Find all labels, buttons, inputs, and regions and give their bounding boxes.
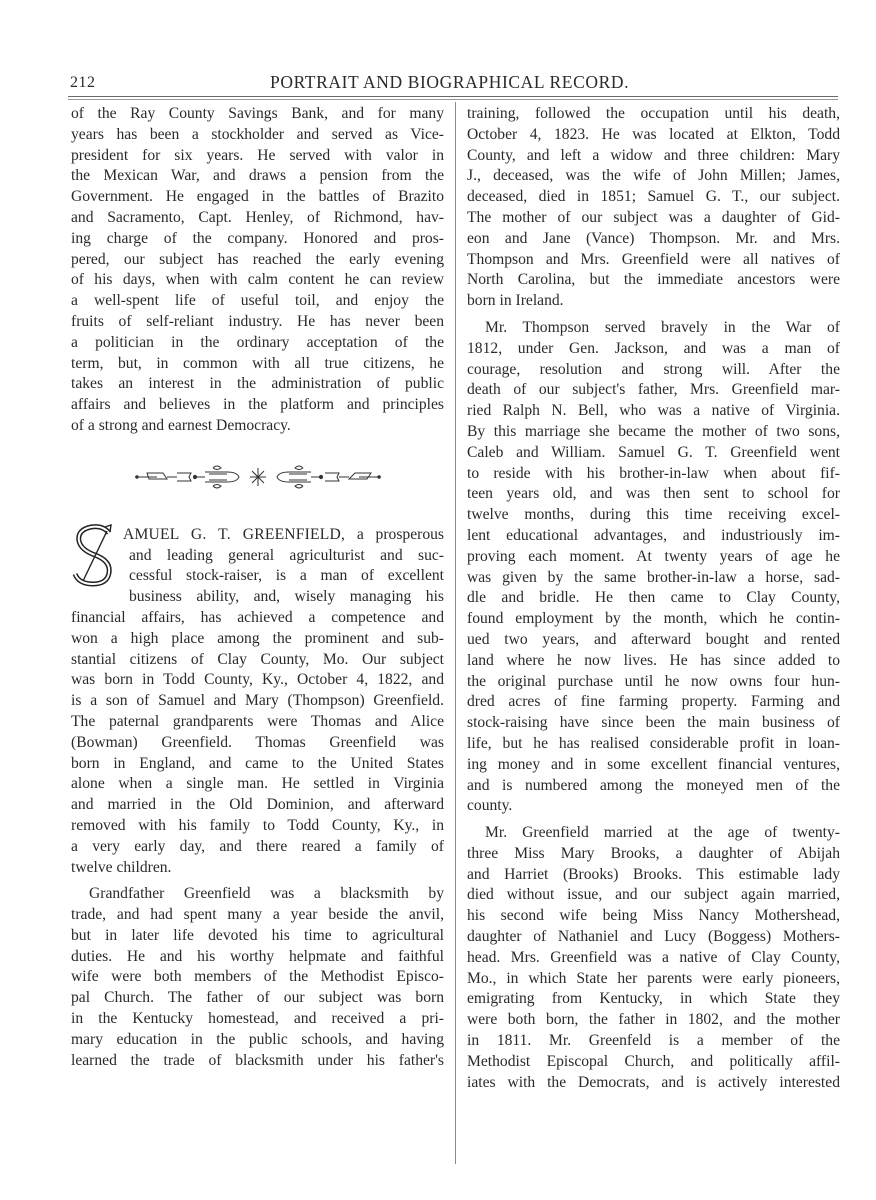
text-line: and leading general agriculturist and suc- (129, 546, 444, 564)
text-line: iates with the Democrats, and is actively interested (467, 1073, 840, 1091)
text-line: pered, our subject has reached the early evening (71, 250, 444, 268)
paragraph-continued (71, 104, 444, 437)
text-line: were both born, the father in 1802, and the mother (467, 1011, 840, 1029)
text-line: dred acres of fine farming property. Farming and (467, 693, 840, 711)
text-line: three Miss Mary Brooks, a daughter of Abijah (467, 844, 840, 862)
text-line: a well-spent life of useful toil, and enjoy the (71, 292, 444, 310)
text-line: county. (467, 797, 513, 815)
text-line: trade, and had spent many a year beside the anvil, (71, 906, 444, 924)
text-line: courage, resolution and strong will. After the (467, 360, 840, 378)
text-line: the Mexican War, and draws a pension from the (71, 167, 444, 185)
text-line: in 1811. Mr. Greenfeld is a member of the (467, 1032, 840, 1050)
text-line: By this marriage she became the mother of two sons, (467, 422, 840, 440)
text-line: and Harriet (Brooks) Brooks. This estimable lady (467, 865, 840, 883)
text-line: October 4, 1823. He was located at Elkton, Todd (467, 125, 840, 143)
text-line: found employment by the month, which he contin- (467, 610, 840, 628)
text-line: twelve months, during this time receiving excel- (467, 506, 840, 524)
text-line: learned the trade of blacksmith under his father's (71, 1051, 444, 1069)
text-line: North Carolina, but the immediate ancestors were (467, 271, 840, 289)
text-line: but in later life devoted his time to agricultural (71, 926, 444, 944)
left-column (71, 104, 444, 1071)
text-line: affairs and believes in the platform and principles (71, 396, 444, 414)
text-line: a very early day, and there reared a family of (71, 837, 444, 855)
text-line: dle and bridle. He then came to Clay County, (467, 589, 840, 607)
text-line: and married in the Old Dominion, and afterward (71, 796, 444, 814)
text-line: The paternal grandparents were Thomas and Alice (71, 712, 444, 730)
running-head: PORTRAIT AND BIOGRAPHICAL RECORD. (270, 72, 630, 92)
text-line: The mother of our subject was a daughter of Gid- (467, 208, 840, 226)
biography-first-line (71, 525, 444, 546)
text-line: daughter of Nathaniel and Lucy (Boggess) Mothers- (467, 928, 840, 946)
text-line: fruits of self-reliant industry. He has never been (71, 312, 444, 330)
text-line: death of our subject's father, Mrs. Greenfield mar- (467, 381, 840, 399)
text-line: born in England, and came to the United States (71, 754, 444, 772)
text-line: Grandfather Greenfield was a blacksmith by (89, 885, 444, 903)
text-line: of his days, when with calm content he can review (71, 271, 444, 289)
page-number: 212 (70, 74, 96, 91)
text-line: ried Ralph N. Bell, who was a native of Virginia. (467, 402, 840, 420)
text-line: Mr. Thompson served bravely in the War of (485, 318, 840, 336)
text-line: (Bowman) Greenfield. Thomas Greenfield was (71, 733, 444, 751)
text-line: ing charge of the company. Honored and pros- (71, 229, 444, 247)
text-line: business ability, and, wisely managing his (129, 588, 444, 606)
text-line: Mo., in which State her parents were early pioneers, (467, 969, 840, 987)
text-line: County, and left a widow and three children: Mary (467, 146, 840, 164)
text-line: born in Ireland. (467, 292, 564, 310)
ornament-graphic (133, 461, 383, 493)
subject-name: AMUEL G. T. GREENFIELD, (123, 525, 346, 543)
text-line: was given by the same brother-in-law a horse, sad- (467, 568, 840, 586)
column-divider (455, 102, 456, 1164)
grandfather-paragraph (71, 884, 444, 1071)
text-line: died without issue, and our subject again married, (467, 886, 840, 904)
text-line: term, but, in common with all true citizens, he (71, 354, 444, 372)
text-line: training, followed the occupation until his death, (467, 105, 840, 122)
text-line: to reside with his brother-in-law when about fif- (467, 464, 840, 482)
text-line: stock-raising have since been the main business of (467, 714, 840, 732)
text-line: financial affairs, has achieved a competence and (71, 608, 444, 626)
text-line: won a high place among the prominent and sub- (71, 629, 444, 647)
text-line: duties. He and his worthy helpmate and faithful (71, 947, 444, 965)
text-line: twelve children. (71, 858, 172, 876)
text-line: J., deceased, was the wife of John Millen; James, (467, 167, 840, 185)
text-line: cessful stock-raiser, is a man of excellent (129, 567, 444, 585)
right-column (467, 104, 840, 1093)
text-line: deceased, died in 1851; Samuel G. T., our subject. (467, 188, 840, 206)
text-line: removed with his family to Todd County, Ky., in (71, 816, 444, 834)
first-line-text: a prosperous (345, 525, 444, 543)
thompson-paragraph (467, 318, 840, 817)
text-line: and is numbered among the moneyed men of the (467, 776, 840, 794)
text-line: Caleb and William. Samuel G. T. Greenfield went (467, 443, 840, 461)
decorative-divider-icon (71, 461, 444, 497)
text-line: land where he now lives. He has since added to (467, 651, 840, 669)
text-line: the original purchase until he now owns four hun- (467, 672, 840, 690)
text-line: years has been a stockholder and served as Vice- (71, 125, 444, 143)
text-line: lent educational advantages, and industriously im- (467, 526, 840, 544)
text-line: Thompson and Mrs. Greenfield were all natives of (467, 250, 840, 268)
text-line: his second wife being Miss Nancy Mothershead, (467, 907, 840, 925)
text-line: in the Kentucky homestead, and received a pri- (71, 1010, 444, 1028)
text-line: Government. He engaged in the battles of Brazito (71, 188, 444, 206)
paragraph-continued-right (467, 104, 840, 312)
text-line: stantial citizens of Clay County, Mo. Our subject (71, 650, 444, 668)
biography-paragraph (71, 525, 444, 879)
marriage-paragraph (467, 823, 840, 1093)
text-line: of a strong and earnest Democracy. (71, 416, 291, 434)
text-line: alone when a single man. He settled in Virginia (71, 775, 444, 793)
biography-lines (71, 546, 444, 879)
text-line: of the Ray County Savings Bank, and for many (71, 105, 444, 122)
text-line: teen years old, and was then sent to school for (467, 485, 840, 503)
text-line: president for six years. He served with valor in (71, 146, 444, 164)
text-line: pal Church. The father of our subject was born (71, 989, 444, 1007)
text-line: head. Mrs. Greenfield was a native of Clay County, (467, 948, 840, 966)
text-line: eon and Jane (Vance) Thompson. Mr. and Mrs. (467, 229, 840, 247)
text-line: takes an interest in the administration of public (71, 375, 444, 393)
text-line: ued two years, and afterward bought and rented (467, 630, 840, 648)
text-line: and Sacramento, Capt. Henley, of Richmond, hav- (71, 208, 444, 226)
header-rule-secondary (68, 99, 838, 100)
text-line: is a son of Samuel and Mary (Thompson) Greenfield. (71, 692, 444, 710)
text-line: life, but he has realised considerable profit in loan- (467, 734, 840, 752)
text-line: Methodist Episcopal Church, and politically affil- (467, 1052, 840, 1070)
drop-cap-s-icon (69, 523, 119, 587)
text-line: a politician in the ordinary acceptation of the (71, 333, 444, 351)
text-line: Mr. Greenfield married at the age of twenty- (485, 824, 840, 842)
text-line: emigrating from Kentucky, in which State they (467, 990, 840, 1008)
text-line: proving each moment. At twenty years of age he (467, 547, 840, 565)
text-line: was born in Todd County, Ky., October 4, 1822, and (71, 671, 444, 689)
text-line: mary education in the public schools, and having (71, 1030, 444, 1048)
text-line: 1812, under Gen. Jackson, and was a man of (467, 339, 840, 357)
text-line: ing money and in some excellent financial ventures, (467, 755, 840, 773)
text-line: wife were both members of the Methodist Episco- (71, 968, 444, 986)
header-rule (68, 96, 838, 97)
